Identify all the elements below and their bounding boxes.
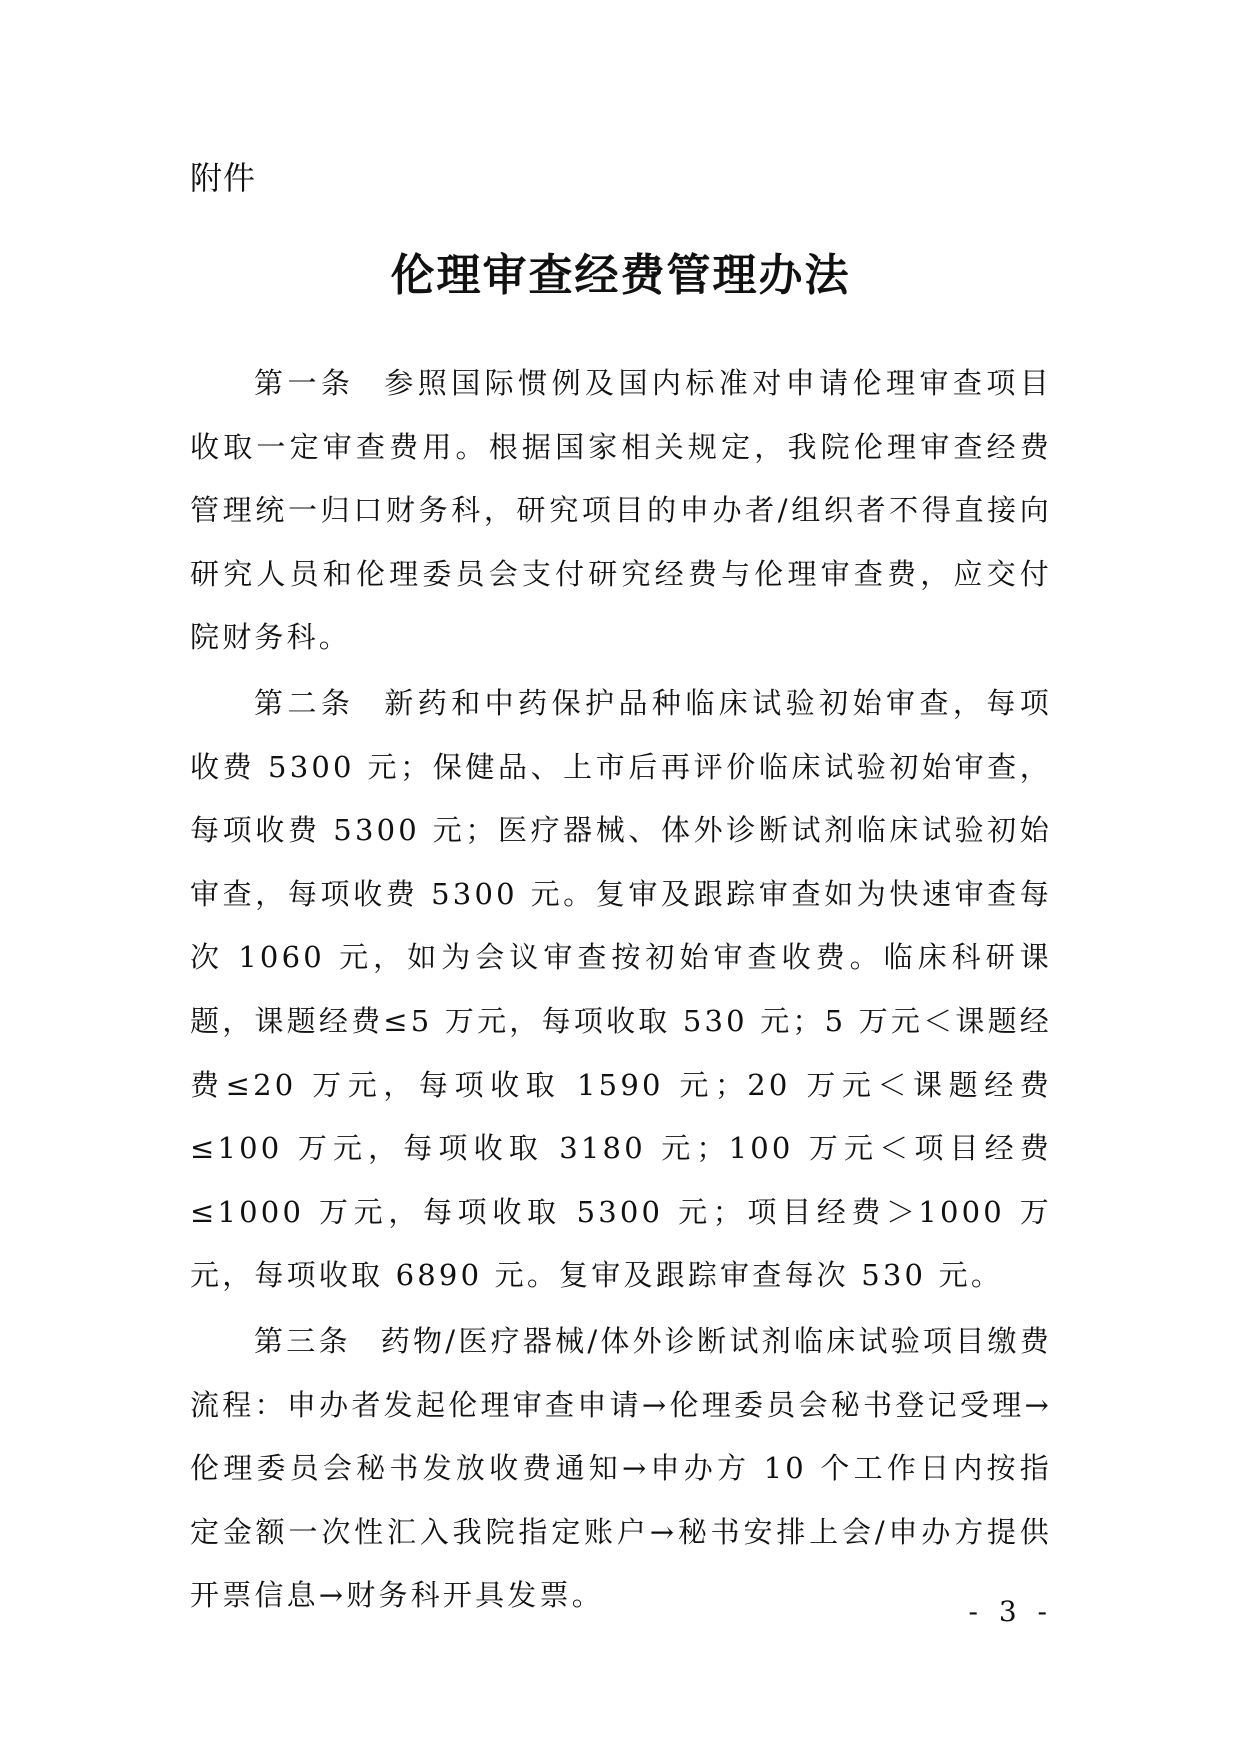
article-number: 第二条 [254, 685, 355, 720]
document-body [190, 352, 1052, 1630]
page-number: - 3 - [968, 1595, 1053, 1628]
article-3 [190, 1310, 1052, 1628]
article-text: 参照国际惯例及国内标准对申请伦理审查项目收取一定审查费用。根据国家相关规定，我院伦理审查经费管理统一归口财务科，研究项目的申办者/组织者不得直接向研究人员和伦理委员会支付研究经费与伦理审查费，应交付院财务科。 [190, 366, 1052, 655]
article-2 [190, 672, 1052, 1308]
article-1 [190, 352, 1052, 670]
document-title: 伦理审查经费管理办法 [390, 250, 851, 301]
article-text: 药物/医疗器械/体外诊断试剂临床试验项目缴费流程：申办者发起伦理审查申请→伦理委员会秘书登记受理→伦理委员会秘书发放收费通知→申办方 10 个工作日内按指定金额一次性汇入我院指定账户→秘书安排上会/申办方提供开票信息→财务科开具发票。 [190, 1323, 1052, 1613]
article-number: 第三条 [254, 1323, 351, 1358]
article-number: 第一条 [254, 366, 355, 400]
article-text: 新药和中药保护品种临床试验初始审查，每项收费 5300 元；保健品、上市后再评价临床试验初始审查，每项收费 5300 元；医疗器械、体外诊断试剂临床试验初始审查，每项收费 5300 元。复审及跟踪审查如为快速审查每次 1060 元，如为会议审查按初始审查收费。临床科研课题，课题经费≤5 万元，每项收取 530 元；5 万元＜课题经费≤20 万元，每项收取 1590 元；20 万元＜课题经费≤100 万元，每项收取 3180 元；100 万元＜项目经费≤1000 万元，每项收取 5300 元；项目经费＞1000 万元，每项收取 6890 元。复审及跟踪审查每次 530 元。 [190, 685, 1052, 1293]
attachment-label: 附件 [190, 159, 257, 197]
